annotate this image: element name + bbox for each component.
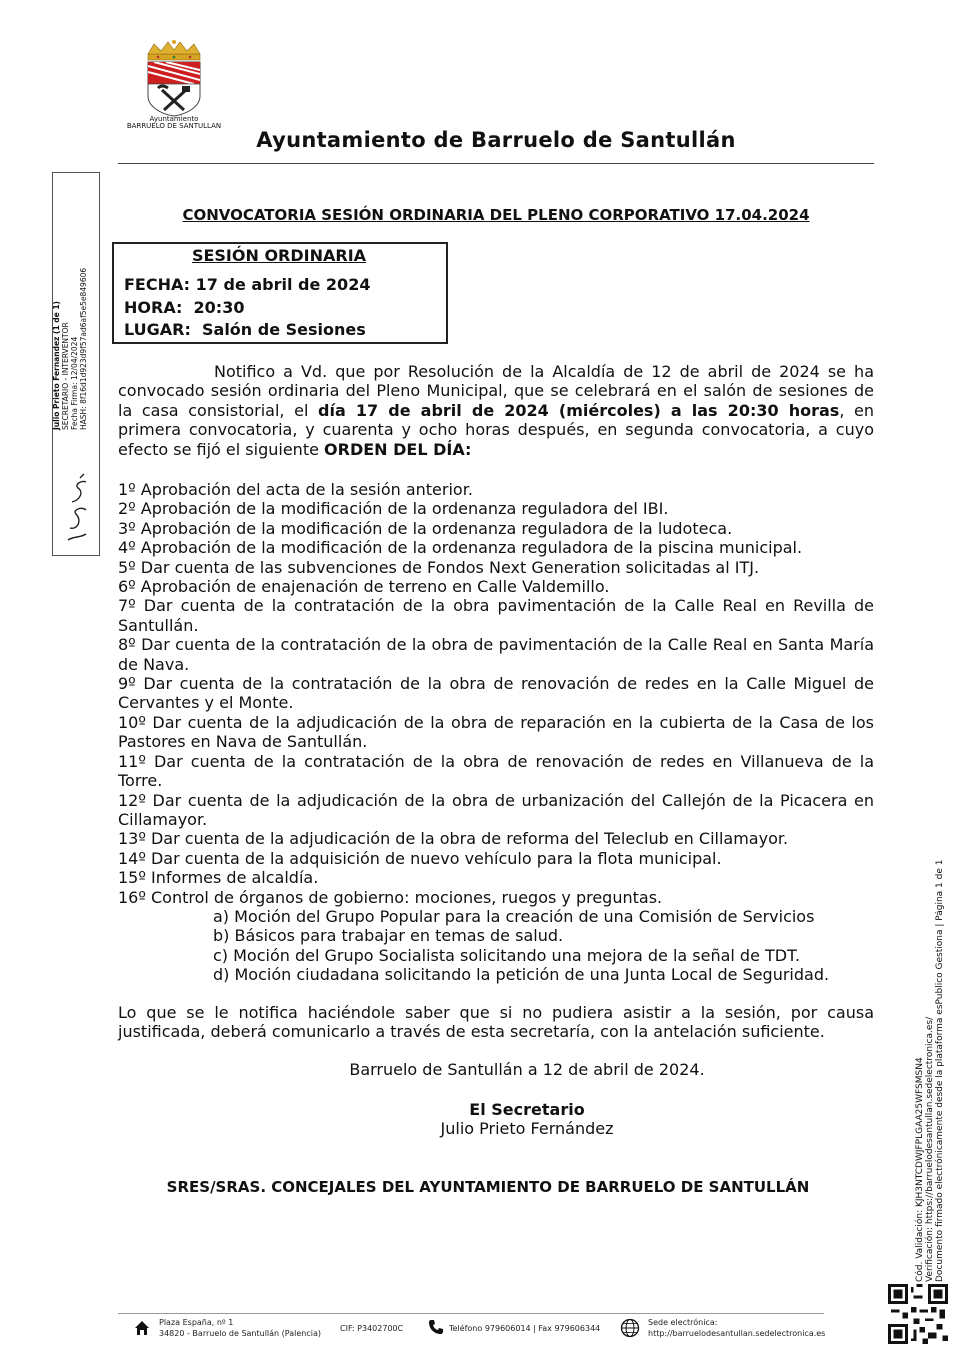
session-place-line — [124, 320, 366, 339]
crest-caption: Ayuntamiento — [149, 115, 199, 123]
agenda-item: 14º Dar cuenta de la adquisición de nuevo vehículo para la flota municipal. — [118, 848, 722, 868]
crest-caption-town: BARRUELO DE SANTULLAN — [126, 122, 222, 130]
agenda-item: 2º Aprobación de la modificación de la ordenanza reguladora del IBI. — [118, 499, 669, 519]
place-date: Barruelo de Santullán a 12 de abril de 2024. — [349, 1060, 705, 1079]
footer-divider — [118, 1313, 824, 1314]
agenda-item: 6º Aprobación de enajenación de terreno en Calle Valdemillo. — [118, 577, 610, 597]
closing-paragraph: Lo que se le notifica haciéndole saber que si no pudiera asistir a la sesión, por causa justificada, deberá comunicarlo a través de esta secretaría, con la antelación suficiente. — [118, 1003, 874, 1042]
agenda-item: 7º Dar cuenta de la contratación de la obra pavimentación de la Calle Real en Revilla de Santullán. — [118, 596, 874, 635]
verification-text — [915, 859, 945, 1282]
agenda-item: 13º Dar cuenta de la adjudicación de la obra de reforma del Teleclub en Cillamayor. — [118, 829, 789, 849]
footer-address — [159, 1317, 321, 1339]
agenda-item: 1º Aprobación del acta de la sesión anterior. — [118, 480, 473, 499]
phone-icon — [428, 1319, 444, 1335]
session-date-line — [124, 275, 370, 294]
globe-icon — [620, 1318, 640, 1338]
session-title: SESIÓN ORDINARIA — [191, 246, 367, 265]
footer-phone: Teléfono 979606014 | Fax 979606344 — [449, 1324, 601, 1333]
agenda-item: 5º Dar cuenta de las subvenciones de Fondos Next Generation solicitadas al ITJ. — [118, 557, 760, 577]
footer-sede-url[interactable]: http://barruelodesantullan.sedelectronica.es — [648, 1329, 826, 1338]
session-date-value: 17 de abril de 2024 — [195, 275, 371, 294]
agenda-item: 9º Dar cuenta de la contratación de la obra de renovación de redes en la Calle Miguel de Cervantes y el Monte. — [118, 674, 874, 713]
signature-date: Fecha Firma: 12/04/2024 — [70, 336, 79, 430]
agenda-item: 12º Dar cuenta de la adjudicación de la obra de urbanización del Callejón de la Picacera en Cillamayor. — [118, 790, 874, 829]
intro-text-1: Notifico a Vd. que por Resolución de la Alcaldía de 12 de abril de 2024 se ha convocado sesión ordinaria del Pleno Municipal, que se celebrará en el salón de sesiones de la casa consistorial, el — [118, 362, 874, 420]
footer-sede — [648, 1317, 825, 1339]
intro-date-bold: día 17 de abril de 2024 (miércoles) a las 20:30 horas — [318, 400, 840, 420]
footer-address-line2: 34820 - Barruelo de Santullán (Palencia) — [159, 1329, 322, 1338]
signature-name: Julio Prieto Fernandez (1 de 1) — [52, 301, 61, 430]
signature-role: SECRETARIO - INTERVENTOR — [61, 322, 70, 430]
agenda-subitem: c) Moción del Grupo Socialista solicitando una mejora de la señal de TDT. — [213, 945, 801, 965]
session-time-line — [124, 298, 244, 317]
verification-note: Documento firmado electrónicamente desde la plataforma esPublico Gestiona | Página 1 de 1 — [935, 859, 945, 1282]
agenda-subitem: d) Moción ciudadana solicitando la petición de una Junta Local de Seguridad. — [213, 965, 830, 985]
session-place-label: LUGAR: — [124, 320, 191, 339]
agenda-heading: ORDEN DEL DÍA: — [324, 439, 472, 459]
agenda-item: 16º Control de órganos de gobierno: mociones, ruegos y preguntas. — [118, 887, 663, 907]
session-time-value: 20:30 — [193, 298, 245, 317]
handwritten-signature — [60, 470, 94, 545]
signer-title: El Secretario — [469, 1100, 585, 1119]
recipients: SRES/SRAS. CONCEJALES DEL AYUNTAMIENTO DE BARRUELO DE SANTULLÁN — [166, 1178, 810, 1196]
session-place-value: Salón de Sesiones — [202, 320, 366, 339]
signature-hash: HASH: 8f16d1d923d9f57ad6af5e5e849606 — [79, 267, 88, 430]
verification-url: Verificación: https://barruelodesantullan.sedelectronica.es/ — [925, 1016, 935, 1282]
qr-code — [888, 1284, 948, 1344]
footer-cif: CIF: P3402700C — [340, 1324, 404, 1333]
intro-text-2: , en primera convocatoria, y cuarenta y ocho horas después, en segunda convocatoria, a cuyo efecto se fijó el siguiente — [118, 400, 875, 459]
signer-name: Julio Prieto Fernández — [440, 1119, 614, 1138]
footer-sede-label: Sede electrónica: — [648, 1318, 718, 1327]
signature-stamp-text — [52, 110, 88, 430]
org-title: Ayuntamiento de Barruelo de Santullán — [256, 128, 736, 152]
intro-paragraph — [118, 362, 874, 459]
verification-code: Cód. Validación: KJH3NTCDWJFPLGAA25WFSMSN4 — [915, 1057, 925, 1282]
document-title: CONVOCATORIA SESIÓN ORDINARIA DEL PLENO CORPORATIVO 17.04.2024 — [182, 206, 810, 224]
agenda-item: 10º Dar cuenta de la adjudicación de la obra de reparación en la cubierta de la Casa de los Pastores en Nava de Santullán. — [118, 712, 874, 752]
agenda-subitem: a) Moción del Grupo Popular para la creación de una Comisión de Servicios — [213, 906, 815, 926]
session-time-label: HORA: — [124, 298, 183, 317]
agenda-item: 3º Aprobación de la modificación de la ordenanza reguladora de la ludoteca. — [118, 518, 733, 538]
session-date-label: FECHA: — [124, 275, 191, 294]
agenda-subitem: b) Básicos para trabajar en temas de salud. — [213, 926, 564, 946]
agenda-list — [118, 480, 874, 985]
header-divider — [118, 163, 874, 164]
agenda-item: 4º Aprobación de la modificación de la ordenanza reguladora de la piscina municipal. — [118, 538, 803, 558]
agenda-item: 11º Dar cuenta de la contratación de la obra de renovación de redes en Villanueva de la Torre. — [118, 751, 874, 791]
home-icon — [134, 1320, 150, 1336]
agenda-item: 15º Informes de alcaldía. — [118, 868, 319, 888]
footer-address-line1: Plaza España, nº 1 — [159, 1318, 234, 1327]
agenda-item: 8º Dar cuenta de la contratación de la obra de pavimentación de la Calle Real en Santa María de Nava. — [118, 635, 874, 674]
